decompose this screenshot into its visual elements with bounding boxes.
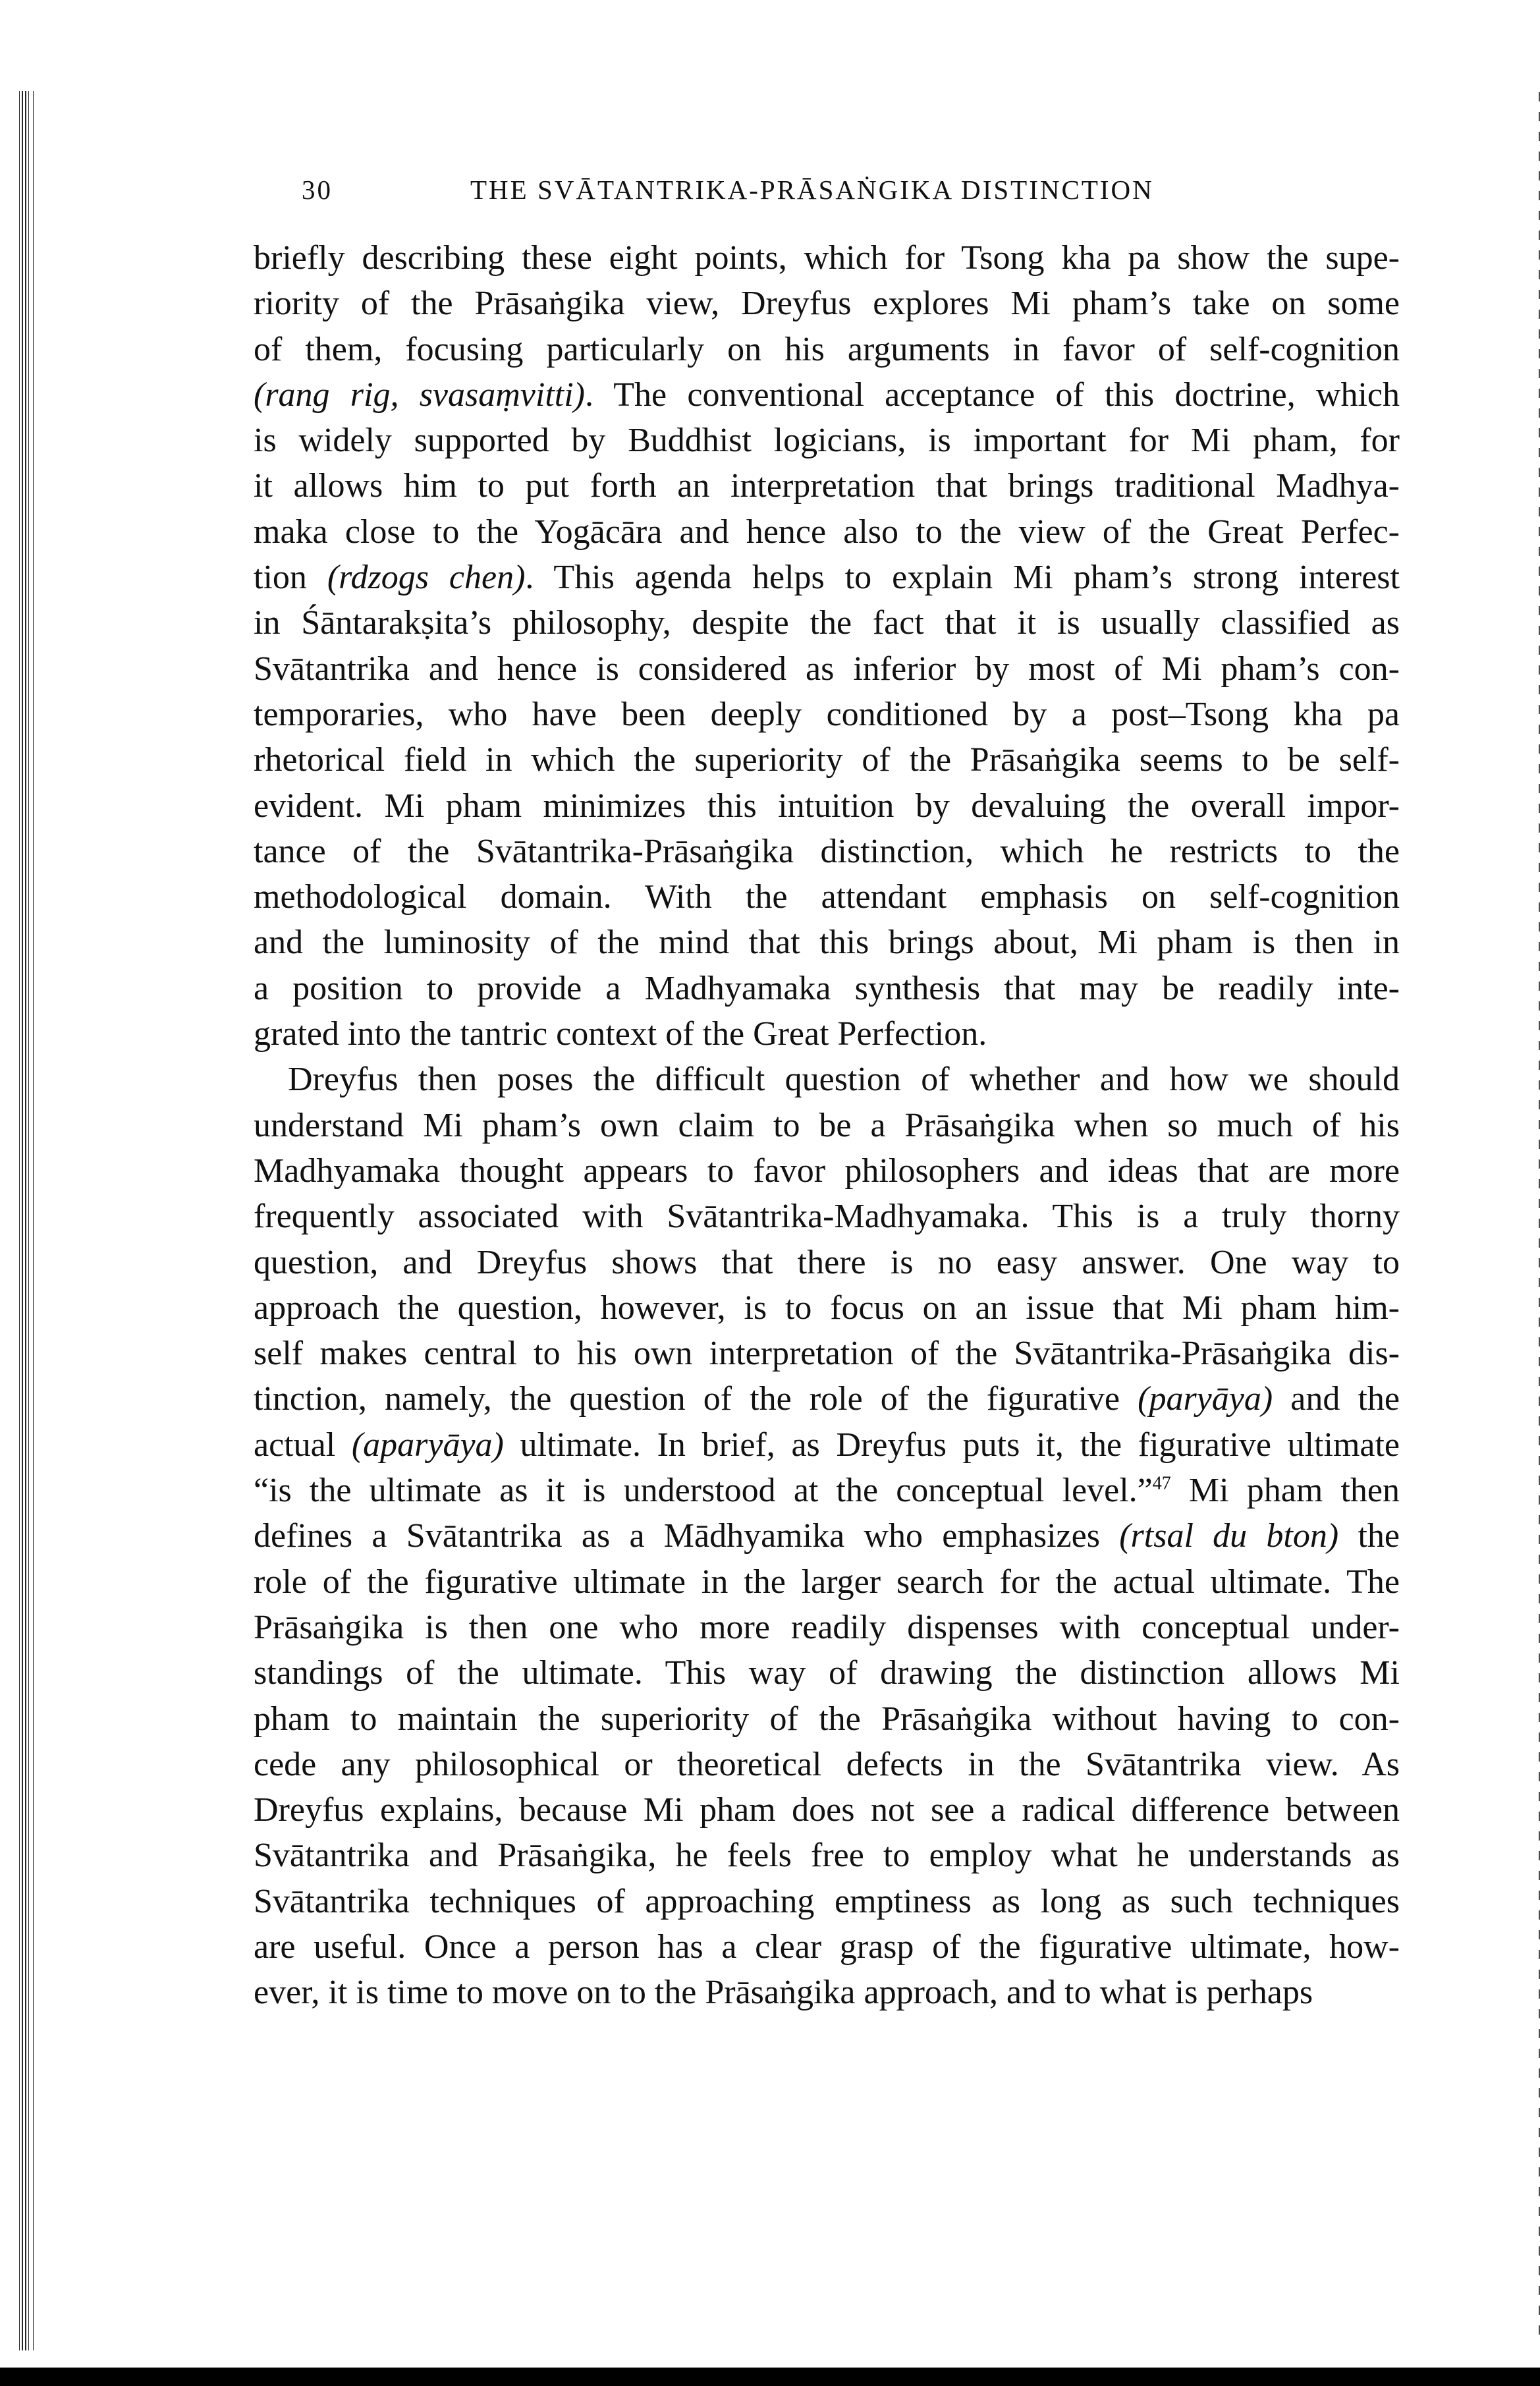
text-line	[254, 966, 1400, 1011]
text-run: rhetorical field in which the superiority of the Prāsaṅgika seems to be self-	[254, 741, 1400, 779]
text-line	[254, 1787, 1400, 1833]
text-line	[254, 1924, 1400, 1970]
text-line	[254, 1103, 1400, 1148]
text-line	[254, 235, 1400, 281]
text-run: briefly describing these eight points, which for Tsong kha pa show the supe-	[254, 239, 1400, 277]
text-line	[254, 1194, 1400, 1239]
text-line	[254, 692, 1400, 737]
italic-term: (rdzogs chen)	[327, 559, 526, 597]
text-run: is widely supported by Buddhist logicians, is important for Mi pham, for	[254, 422, 1400, 460]
italic-term: (paryāya)	[1138, 1380, 1273, 1418]
text-line	[254, 1605, 1400, 1650]
text-run: it allows him to put forth an interpretation that brings traditional Madhya-	[254, 467, 1400, 505]
text-line	[254, 1742, 1400, 1787]
text-line	[254, 418, 1400, 463]
scan-bottom-border	[0, 2368, 1540, 2386]
text-line	[254, 1513, 1400, 1559]
text-line	[254, 372, 1400, 418]
text-run: tinction, namely, the question of the role of the figurative	[254, 1380, 1138, 1418]
text-run: of them, focusing particularly on his arguments in favor of self-cognition	[254, 330, 1400, 368]
text-line	[254, 1285, 1400, 1331]
text-run: a position to provide a Madhyamaka synthesis that may be readily inte-	[254, 969, 1400, 1007]
text-line	[254, 1422, 1400, 1468]
text-run: actual	[254, 1426, 352, 1464]
text-line	[254, 509, 1400, 555]
text-run: Dreyfus explains, because Mi pham does not see a radical difference between	[254, 1791, 1400, 1829]
text-line	[254, 281, 1400, 326]
text-run: Dreyfus then poses the difficult question of whether and how we should	[288, 1061, 1400, 1099]
text-run: understand Mi pham’s own claim to be a Prāsaṅgika when so much of his	[254, 1106, 1400, 1144]
scan-binding-edge	[18, 91, 37, 2350]
text-run: the	[1338, 1517, 1400, 1555]
text-run: evident. Mi pham minimizes this intuition by devaluing the overall impor-	[254, 787, 1400, 825]
text-line	[254, 1650, 1400, 1696]
text-line	[254, 1376, 1400, 1422]
text-line	[254, 1833, 1400, 1878]
text-line	[254, 1559, 1400, 1605]
text-line	[254, 829, 1400, 874]
text-run: Svātantrika techniques of approaching emptiness as long as such techniques	[254, 1882, 1400, 1920]
running-head	[302, 170, 1421, 209]
text-run: frequently associated with Svātantrika-Madhyamaka. This is a truly thorny	[254, 1198, 1400, 1236]
text-run: methodological domain. With the attendant emphasis on self-cognition	[254, 878, 1400, 916]
running-title: THE SVĀTANTRIKA-PRĀSAṄGIKA DISTINCTION	[470, 175, 1154, 205]
text-run: ever, it is time to move on to the Prāsaṅgika approach, and to what is perhaps	[254, 1974, 1313, 2012]
text-line	[254, 1011, 1400, 1057]
italic-term: (rang rig, svasaṃvitti)	[254, 375, 585, 414]
text-run: Madhyamaka thought appears to favor philosophers and ideas that are more	[254, 1151, 1400, 1190]
text-run: tion	[254, 559, 327, 597]
text-line	[254, 646, 1400, 692]
footnote-marker: 47	[1152, 1473, 1171, 1494]
text-line	[254, 1468, 1400, 1513]
text-run: are useful. Once a person has a clear grasp of the figurative ultimate, how-	[254, 1928, 1400, 1966]
text-line	[254, 1057, 1400, 1102]
text-run: . The conventional acceptance of this doctrine, which	[585, 375, 1400, 414]
italic-term: (aparyāya)	[351, 1426, 504, 1464]
text-run: standings of the ultimate. This way of drawing the distinction allows Mi	[254, 1654, 1400, 1692]
text-line	[254, 874, 1400, 920]
text-run: in Śāntarakṣita’s philosophy, despite the fact that it is usually classified as	[254, 604, 1400, 642]
text-line	[254, 463, 1400, 509]
italic-term: (rtsal du bton)	[1119, 1517, 1339, 1555]
text-run: Svātantrika and Prāsaṅgika, he feels free to employ what he understands as	[254, 1837, 1400, 1875]
text-line	[254, 783, 1400, 829]
text-run: grated into the tantric context of the Great Perfection.	[254, 1015, 987, 1053]
text-run: approach the question, however, is to focus on an issue that Mi pham him-	[254, 1289, 1400, 1327]
text-line	[254, 1879, 1400, 1924]
text-run: pham to maintain the superiority of the Prāsaṅgika without having to con-	[254, 1700, 1400, 1738]
text-line	[254, 920, 1400, 965]
text-run: and the	[1273, 1380, 1400, 1418]
text-run: self makes central to his own interpretation of the Svātantrika-Prāsaṅgika dis-	[254, 1335, 1400, 1373]
text-run: ultimate. In brief, as Dreyfus puts it, the figurative ultimate	[503, 1426, 1400, 1464]
text-run: temporaries, who have been deeply conditioned by a post–Tsong kha pa	[254, 695, 1400, 733]
text-line	[254, 600, 1400, 646]
text-run: . This agenda helps to explain Mi pham’s strong interest	[525, 559, 1400, 597]
text-run: Prāsaṅgika is then one who more readily dispenses with conceptual under-	[254, 1608, 1400, 1646]
text-line	[254, 1148, 1400, 1194]
text-run: cede any philosophical or theoretical defects in the Svātantrika view. As	[254, 1745, 1400, 1783]
text-run: Svātantrika and hence is considered as inferior by most of Mi pham’s con-	[254, 650, 1400, 688]
text-line	[254, 327, 1400, 372]
text-run: question, and Dreyfus shows that there is no easy answer. One way to	[254, 1243, 1400, 1281]
page-number: 30	[302, 175, 333, 205]
text-run: tance of the Svātantrika-Prāsaṅgika distinction, which he restricts to the	[254, 832, 1400, 870]
text-run: riority of the Prāsaṅgika view, Dreyfus explores Mi pham’s take on some	[254, 285, 1400, 323]
text-line	[254, 1696, 1400, 1742]
text-line	[254, 1970, 1400, 2015]
text-run: defines a Svātantrika as a Mādhyamika who emphasizes	[254, 1517, 1120, 1555]
text-run: and the luminosity of the mind that this brings about, Mi pham is then in	[254, 924, 1400, 962]
text-run: “is the ultimate as it is understood at the conceptual level.”	[254, 1472, 1153, 1510]
text-line	[254, 737, 1400, 783]
text-line	[254, 1240, 1400, 1285]
text-line	[254, 555, 1400, 600]
text-run: maka close to the Yogācāra and hence also to the view of the Great Perfec-	[254, 513, 1400, 551]
text-run: role of the figurative ultimate in the larger search for the actual ultimate. The	[254, 1563, 1400, 1601]
text-run: Mi pham then	[1170, 1472, 1400, 1510]
body-text	[254, 235, 1400, 2016]
text-line	[254, 1331, 1400, 1376]
